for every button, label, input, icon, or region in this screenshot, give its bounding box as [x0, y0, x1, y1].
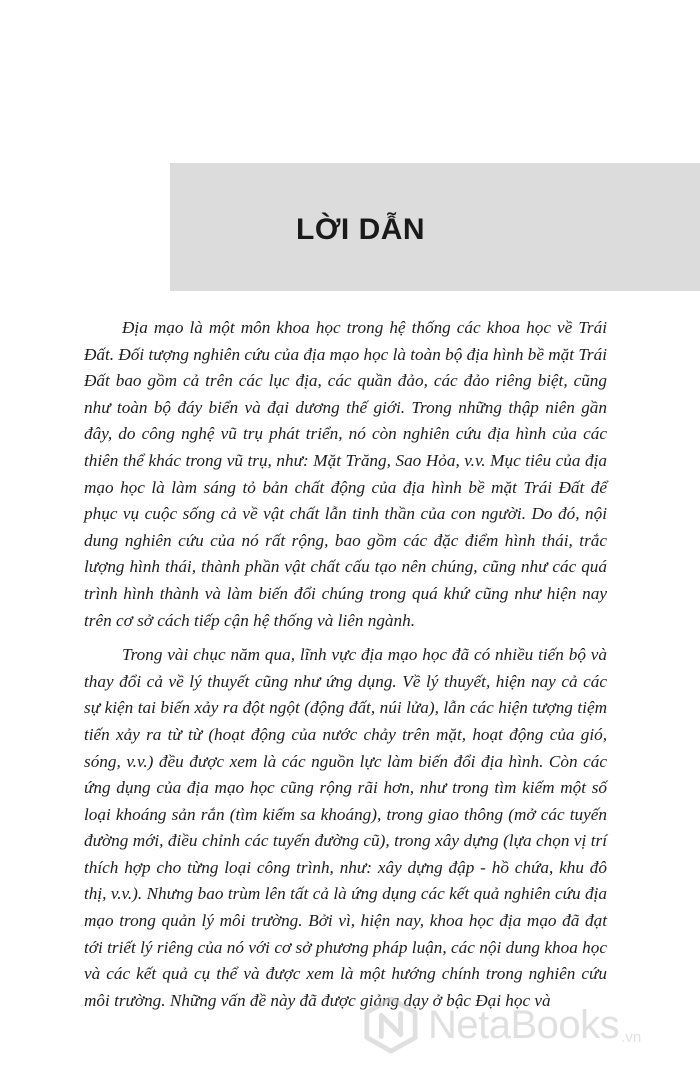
title-band	[170, 163, 700, 291]
watermark-tld: .vn	[621, 1029, 642, 1046]
watermark-brand: NetaBooks	[428, 1002, 620, 1047]
paragraph-2: Trong vài chục năm qua, lĩnh vực địa mạo học đã có nhiều tiến bộ và thay đổi cả về lý thuyết cũng như ứng dụng. Về lý thuyết, hiện nay cả các sự kiện tai biến xảy ra đột ngột (động đất, núi lửa), lẫn các hiện tượng tiệm tiến xảy ra từ từ (hoạt động của nước chảy trên mặt, hoạt động của gió, sóng, v.v.) đều được xem là các nguồn lực làm biến đổi địa hình. Còn các ứng dụng của địa mạo học cũng rộng rãi hơn, như trong tìm kiếm một số loại khoáng sản rắn (tìm kiếm sa khoáng), trong giao thông (mở các tuyến đường mới, điều chỉnh các tuyến đường cũ), trong xây dựng (lựa chọn vị trí thích hợp cho từng loại công trình, như: xây dựng đập - hồ chứa, khu đô thị, v.v.). Nhưng bao trùm lên tất cả là ứng dụng các kết quả nghiên cứu địa mạo trong quản lý môi trường. Bởi vì, hiện nay, khoa học địa mạo đã đạt tới triết lý riêng của nó với cơ sở phương pháp luận, các nội dung khoa học và các kết quả cụ thể và được xem là một hướng chính trong nghiên cứu môi trường. Những vấn đề này đã được giảng dạy ở bậc Đại học và	[84, 645, 607, 1010]
page-title: LỜI DẪN	[296, 213, 426, 246]
netabooks-logo-icon	[362, 996, 420, 1054]
watermark	[362, 992, 698, 1058]
paragraph-1: Địa mạo là một môn khoa học trong hệ thống các khoa học về Trái Đất. Đối tượng nghiên cứu của địa mạo học là toàn bộ địa hình bề mặt Trái Đất bao gồm cả trên các lục địa, các quần đảo, các đảo riêng biệt, cũng như toàn bộ đáy biển và đại dương thế giới. Trong những thập niên gần đây, do công nghệ vũ trụ phát triển, nó còn nghiên cứu địa hình của các thiên thể khác trong vũ trụ, như: Mặt Trăng, Sao Hỏa, v.v. Mục tiêu của địa mạo học là làm sáng tỏ bản chất động của địa hình bề mặt Trái Đất để phục vụ cuộc sống cả về vật chất lẫn tinh thần của con người. Do đó, nội dung nghiên cứu của nó rất rộng, bao gồm các đặc điểm hình thái, trắc lượng hình thái, thành phần vật chất cấu tạo nên chúng, cũng như các quá trình hình thành và làm biến đổi chúng trong quá khứ cũng như hiện nay trên cơ sở cách tiếp cận hệ thống và liên ngành.	[84, 318, 607, 630]
body-text	[84, 315, 607, 1014]
